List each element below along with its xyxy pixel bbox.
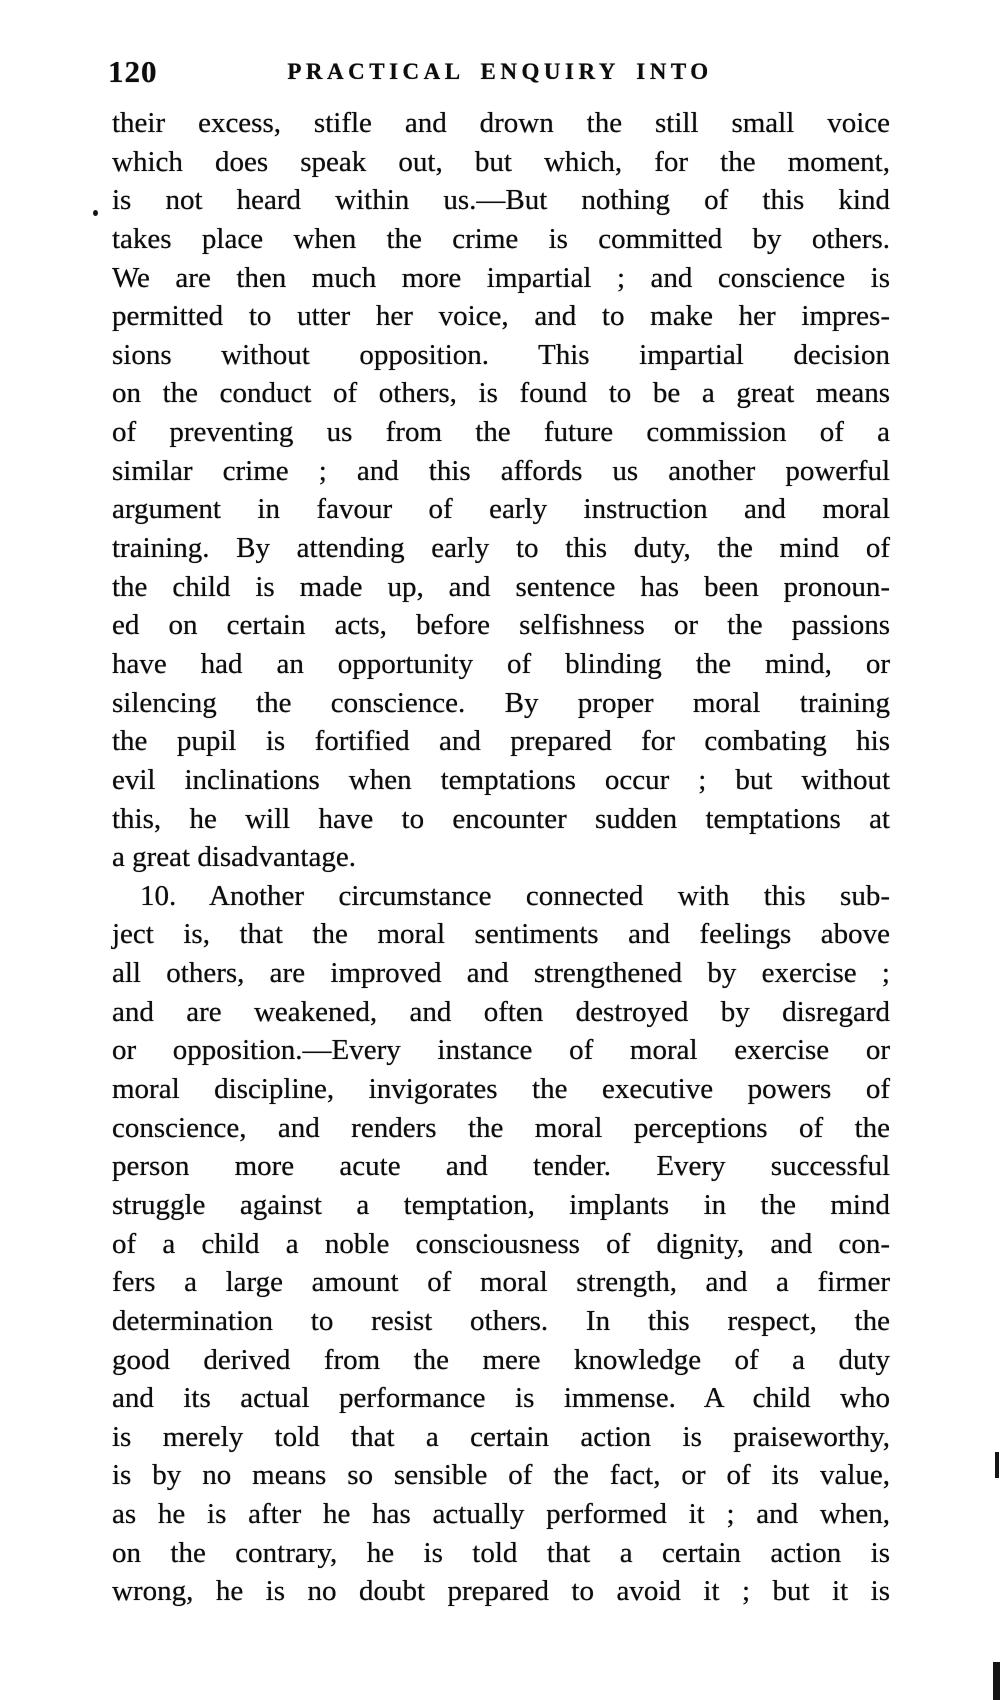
text-line: fers a large amount of moral strength, and a firmer	[112, 1266, 890, 1299]
text-line: the child is made up, and sentence has been pronoun-	[112, 570, 890, 603]
text-line: good derived from the mere knowledge of a duty	[112, 1343, 890, 1376]
text-line: this, he will have to encounter sudden temptations at	[112, 802, 890, 835]
text-line: sions without opposition. This impartial decision	[112, 338, 890, 371]
page-body	[112, 104, 890, 1611]
text-line: evil inclinations when temptations occur ; but without	[112, 763, 890, 796]
text-line: permitted to utter her voice, and to make her impres-	[112, 300, 890, 333]
text-line: argument in favour of early instruction and moral	[112, 493, 890, 526]
running-title: PRACTICAL ENQUIRY INTO	[287, 59, 713, 84]
text-line: takes place when the crime is committed by others.	[112, 222, 890, 255]
text-line: 10. Another circumstance connected with this sub-	[140, 879, 890, 912]
text-line: or opposition.—Every instance of moral exercise or	[112, 1034, 890, 1067]
page-number: 120	[108, 54, 158, 89]
text-line: on the contrary, he is told that a certain action is	[112, 1536, 890, 1569]
text-line: person more acute and tender. Every successful	[112, 1150, 890, 1183]
page-header	[0, 54, 1000, 96]
text-line: which does speak out, but which, for the moment,	[112, 145, 890, 178]
text-line: all others, are improved and strengthened by exercise ;	[112, 957, 890, 990]
text-line: and are weakened, and often destroyed by disregard	[112, 995, 890, 1028]
text-line: their excess, stifle and drown the still small voice	[112, 107, 890, 139]
text-line: a great disadvantage.	[112, 841, 356, 874]
text-line: is merely told that a certain action is praiseworthy,	[112, 1420, 890, 1453]
text-line: training. By attending early to this duty, the mind of	[112, 532, 890, 565]
text-line: ed on certain acts, before selfishness or the passions	[112, 609, 890, 642]
text-line: on the conduct of others, is found to be a great means	[112, 377, 890, 410]
text-line: conscience, and renders the moral perceptions of the	[112, 1111, 890, 1144]
ink-speck-artifact	[93, 210, 98, 216]
text-line: as he is after he has actually performed it ; and when,	[112, 1498, 890, 1531]
text-line: the pupil is fortified and prepared for combating his	[112, 725, 890, 758]
scan-corner-mark-artifact	[993, 1662, 1000, 1700]
text-line: similar crime ; and this affords us another powerful	[112, 454, 890, 487]
text-line: is not heard within us.—But nothing of this kind	[112, 184, 890, 217]
text-line: of a child a noble consciousness of dignity, and con-	[112, 1227, 890, 1260]
text-line: We are then much more impartial ; and conscience is	[112, 261, 890, 294]
text-line: is by no means so sensible of the fact, or of its value,	[112, 1459, 890, 1492]
text-line: of preventing us from the future commission of a	[112, 416, 890, 449]
text-line: have had an opportunity of blinding the mind, or	[112, 647, 890, 680]
text-line: ject is, that the moral sentiments and feelings above	[112, 918, 890, 951]
text-line: determination to resist others. In this respect, the	[112, 1304, 890, 1337]
text-line: silencing the conscience. By proper moral training	[112, 686, 890, 719]
text-line: and its actual performance is immense. A child who	[112, 1382, 890, 1415]
text-line: wrong, he is no doubt prepared to avoid it ; but it is	[112, 1575, 890, 1608]
scan-edge-mark-artifact	[995, 1452, 999, 1478]
text-line: moral discipline, invigorates the executive powers of	[112, 1073, 890, 1106]
text-line: struggle against a temptation, implants in the mind	[112, 1188, 890, 1221]
